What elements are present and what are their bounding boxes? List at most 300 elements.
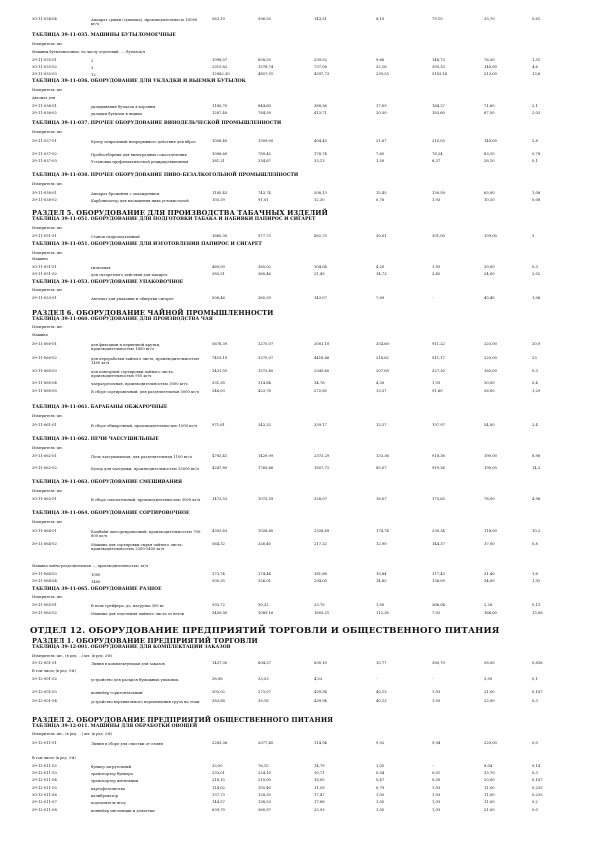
row-labor-cost: 21,49 [314, 272, 325, 276]
table-row [32, 424, 575, 432]
section-heading: РАЗДЕЛ 5. ОБОРУДОВАНИЕ ДЛЯ ПРОИЗВОДСТВА ТАБАЧНЫХ ИЗДЕЛИЙ [32, 209, 328, 217]
row-total-cost: 4783,41 [212, 454, 228, 458]
row-description: бункер загрузочный [91, 765, 132, 769]
row-labor-hours: 33,70 [484, 771, 495, 775]
row-equipment-cost: 977,73 [258, 234, 271, 238]
row-labor-cost: 19,05 [314, 778, 325, 782]
table-heading: ТАБЛИЦА 39-11-053. ОБОРУДОВАНИЕ УПАКОВОЧНОЕ [32, 280, 184, 285]
row-total-cost: 1287,40 [212, 111, 228, 115]
row-equipment-cost: 91,01 [258, 198, 269, 202]
row-machine-cost: 133,36 [376, 454, 389, 458]
row-code: 39-12-001-01 [32, 661, 57, 665]
row-labor-cost: 14,79 [314, 764, 325, 768]
row-labor-cost: 104,06 [314, 265, 327, 269]
row-machine-cost: 16,07 [376, 497, 387, 501]
row-machine-cost: 7,65 [376, 152, 385, 156]
row-equipment-cost: 1765,66 [258, 466, 274, 470]
row-labor-cost: 339,17 [314, 423, 327, 427]
row-materials-cost: 919,36 [432, 466, 445, 470]
row-machine-cost: 1,05 [376, 800, 385, 804]
row-total-cost: 1098,07 [212, 58, 228, 62]
row-description: Пробоотборник для виноградных сокоотделения [91, 153, 187, 157]
row-materials-cost: 130,59 [432, 191, 445, 195]
row-equipment-cost: 844,60 [258, 104, 271, 108]
row-equipment-cost: 1073,59 [258, 497, 274, 501]
row-equipment-cost: 1028,60 [258, 529, 274, 533]
table-row [32, 455, 575, 463]
row-machine-cost: 13,37 [376, 423, 387, 427]
row-total-cost: 3431,02 [212, 369, 228, 373]
row-labor-hours: 58,00 [484, 661, 495, 665]
subheading: В том числе (в ред. 3-й) [32, 669, 76, 673]
row-equipment-cost: 365,39 [258, 296, 271, 300]
row-labor-hours: 34,00 [484, 579, 495, 583]
row-weight: 2,4 [532, 423, 538, 427]
table-row [32, 543, 575, 551]
row-total-cost: 383,68 [212, 699, 225, 703]
table-row [32, 390, 575, 398]
row-machine-cost: 9,66 [376, 58, 385, 62]
row-labor-hours: 2,28 [484, 603, 493, 607]
table-row [32, 467, 575, 475]
row-materials-cost: 327,20 [432, 369, 445, 373]
subheading: Измеритель: шт., (в ред. ...) шт. (в ред. 3-й) [32, 732, 112, 736]
row-materials-cost: 918,38 [432, 454, 445, 458]
table-row [32, 809, 575, 817]
row-materials-cost: 1,93 [432, 808, 441, 812]
row-description: Аппарат брожения с охлаждением [91, 192, 160, 196]
subheading: Измеритель: шт. [32, 325, 64, 329]
row-labor-hours: 190,00 [484, 454, 497, 458]
row-weight: 20,9 [532, 342, 541, 346]
row-machine-cost: 1,50 [376, 159, 385, 163]
row-labor-hours: 56,00 [484, 389, 495, 393]
row-description: укладывания бутылок в корзины [91, 105, 156, 109]
row-total-cost: 1058,40 [212, 139, 228, 143]
row-labor-hours: 54,00 [484, 423, 495, 427]
table-heading: ТАБЛИЦА 39-11-051. ОБОРУДОВАНИЕ ДЛЯ ИЗГОТОВЛЕНИЯ ПАПИРОС И СИГАРЕТ [32, 242, 262, 247]
row-materials-cost: 197,97 [432, 423, 445, 427]
row-total-cost: 508,46 [212, 296, 225, 300]
row-weight: 13,06 [532, 611, 543, 615]
row-description: для переработки чайного листа, производительностью 1400 кг/ч [91, 357, 199, 366]
row-labor-hours: 54,00 [484, 272, 495, 276]
row-equipment-cost: 784,59 [258, 111, 271, 115]
table-heading: ТАБЛИЦА 39-11-060. ОБОРУДОВАНИЕ ДЛЯ ПРОИЗВОДСТВА ЧАЯ [32, 317, 213, 322]
row-code: 39-11-062-01 [32, 454, 57, 458]
row-total-cost: 381,31 [212, 159, 225, 163]
table-row [32, 370, 575, 378]
row-labor-cost: 143,07 [314, 296, 327, 300]
row-machine-cost: 10,77 [376, 661, 387, 665]
row-weight: 0,61 [532, 17, 541, 21]
row-weight: 0,3 [532, 265, 538, 269]
row-labor-cost: 1603,21 [314, 611, 330, 615]
row-materials-cost: 184,27 [432, 104, 445, 108]
row-description: Печь чаесушильная, для разделительная 1100 кг/ч [91, 455, 192, 459]
row-code: 39-11-060-03 [32, 369, 57, 373]
row-total-cost: 303,02 [212, 690, 225, 694]
table-heading: ТАБЛИЦА 39-12-011. МАШИНЫ ДЛЯ ОБРАБОТКИ ОВОЩЕЙ [32, 724, 198, 729]
row-labor-hours: 30,00 [484, 381, 495, 385]
row-total-cost: 2315,82 [212, 65, 228, 69]
row-equipment-cost: 76,15 [258, 764, 269, 768]
row-equipment-cost: 396,55 [258, 17, 271, 21]
row-machine-cost: 12,90 [376, 542, 387, 546]
row-total-cost: 5678,39 [212, 342, 228, 346]
row-labor-cost: 388,36 [314, 104, 327, 108]
row-machine-cost: 14,85 [376, 579, 387, 583]
row-labor-cost: 737,08 [314, 65, 327, 69]
row-labor-cost: 294,00 [314, 579, 327, 583]
row-code: 39-11-051-02 [32, 272, 57, 276]
row-materials-cost: 1,93 [432, 800, 441, 804]
row-materials-cost: 1,93 [432, 786, 441, 790]
subheading: Машины бутыломоечные, по числу отделений, ..., бутылок/ч [32, 50, 146, 54]
subheading: Измеритель: шт. [32, 251, 64, 255]
row-labor-hours: 65,00 [484, 191, 495, 195]
row-equipment-cost: 1578,74 [258, 65, 274, 69]
row-labor-cost: 25,93 [314, 808, 325, 812]
row-weight: 13,6 [532, 72, 541, 76]
row-labor-cost: 4,53 [314, 677, 323, 681]
row-equipment-cost: 2077,40 [258, 741, 274, 745]
row-description: Установка профилактической рециркуляционная [91, 160, 189, 164]
row-code: 39-11-063-01 [32, 497, 57, 501]
row-weight: 0,13 [532, 603, 541, 607]
row-code: 39-11-060-04 [32, 381, 57, 385]
table-heading: ТАБЛИЦА 39-11-064. ОБОРУДОВАНИЕ СОРТИРОВОЧНОЕ [32, 511, 190, 516]
row-machine-cost: 354,60 [376, 342, 389, 346]
row-labor-hours: 76,30 [484, 58, 495, 62]
row-labor-cost: 439,94 [314, 699, 327, 703]
row-description: для сигаретного действия для папирос [91, 273, 168, 277]
row-description: Карбонизатор для насыщения пива углекислотой [91, 199, 189, 203]
row-weight: 1,29 [532, 389, 541, 393]
row-total-cost: 1185,70 [212, 104, 228, 108]
row-labor-cost: 830,10 [314, 661, 327, 665]
row-code: 39-11-037-01 [32, 139, 57, 143]
subheading: Машина [32, 333, 48, 337]
row-code: 39-12-011-04 [32, 778, 57, 782]
row-description: устройство вертикального перемещения груза на этаж [91, 700, 200, 704]
row-description: Комбайн чаесортировочный, производительностью 700-800 кг/ч [91, 530, 202, 539]
table-heading: ТАБЛИЦА 39-11-038. ПРОЧЕЕ ОБОРУДОВАНИЕ ПИВО-БЕЗАЛКОГОЛЬНОЙ ПРОМЫШЛЕННОСТИ [32, 173, 299, 178]
table-row [32, 357, 575, 365]
row-labor-hours: 513,00 [484, 72, 497, 76]
row-materials-cost: 1,93 [432, 793, 441, 797]
row-total-cost: 393,72 [212, 603, 225, 607]
row-labor-hours: 140,00 [484, 65, 497, 69]
row-weight: 0,0 [532, 741, 538, 745]
row-code: 39-11-065-01 [32, 603, 57, 607]
row-total-cost: 385,51 [212, 272, 225, 276]
row-machine-cost: 7,69 [376, 296, 385, 300]
row-materials-cost: 148,73 [432, 58, 445, 62]
row-weight: 9,3 [532, 369, 538, 373]
row-equipment-cost: 3275,07 [258, 342, 274, 346]
row-total-cost: 2283,36 [212, 741, 228, 745]
row-equipment-cost: 360,46 [258, 272, 271, 276]
row-weight: 0,187 [532, 778, 543, 782]
row-machine-cost: 174,74 [376, 529, 389, 533]
row-equipment-cost: 210,00 [258, 778, 271, 782]
row-total-cost: 7410,10 [212, 356, 228, 360]
table-row [32, 297, 575, 305]
row-machine-cost: 218,62 [376, 356, 389, 360]
table-heading: ТАБЛИЦА 39-11-051. ОБОРУДОВАНИЕ ДЛЯ ПОДГОТОВКИ ТАБАКА И НАБИВКИ ПАПИРОС И СИГАРЕТ [32, 217, 316, 222]
row-materials-cost: 3,45 [432, 272, 441, 276]
row-description: калиброватор [91, 794, 118, 798]
row-machine-cost: 10,84 [376, 572, 387, 576]
row-weight: 0,78 [532, 152, 541, 156]
department-heading: ОТДЕЛ 12. ОБОРУДОВАНИЕ ПРЕДПРИЯТИЙ ТОРГОВЛИ И ОБЩЕСТВЕННОГО ПИТАНИЯ [30, 626, 500, 636]
row-materials-cost: 9,94 [432, 741, 441, 745]
row-description: 1000 [91, 573, 101, 577]
row-description: Кулер для чаесушки, производительностью 25000 кг/ч [91, 467, 199, 471]
row-weight: 2,1 [532, 104, 538, 108]
row-description: транспортер бункера [91, 772, 133, 776]
row-labor-cost: 178,74 [314, 152, 327, 156]
row-weight: 0,235 [532, 793, 543, 797]
row-description: гильзовая [91, 266, 111, 270]
table-row [32, 662, 575, 670]
row-equipment-cost: 423,78 [258, 389, 271, 393]
row-code: 39-11-038-02 [32, 198, 57, 202]
row-equipment-cost: 4857,01 [258, 72, 274, 76]
row-materials-cost: 183,60 [432, 111, 445, 115]
row-machine-cost: 20,50 [376, 111, 387, 115]
row-machine-cost: 239,53 [376, 72, 389, 76]
row-equipment-cost: 30,32 [258, 603, 269, 607]
row-materials-cost: 144,37 [432, 542, 445, 546]
row-labor-cost: 208,13 [314, 191, 327, 195]
row-labor-cost: 1857,71 [314, 466, 330, 470]
row-equipment-cost: 326,40 [258, 542, 271, 546]
row-weight: 0,0 [532, 808, 538, 812]
row-labor-hours: 225,00 [484, 356, 497, 360]
row-code: 39-11-060-05 [32, 389, 57, 393]
row-labor-cost: 143,51 [314, 17, 327, 21]
row-code: 39-11-062-02 [32, 466, 57, 470]
row-total-cost: 971,61 [212, 423, 225, 427]
row-labor-cost: 404,43 [314, 139, 327, 143]
row-materials-cost: 380,70 [432, 661, 445, 665]
row-code: 39-11-051-01 [32, 265, 57, 269]
row-labor-cost: 33,13 [314, 159, 325, 163]
row-equipment-cost: 33,53 [258, 677, 269, 681]
row-labor-cost: 2343,60 [314, 369, 330, 373]
section-heading: РАЗДЕЛ 6. ОБОРУДОВАНИЕ ЧАЙНОЙ ПРОМЫШЛЕННОСТИ [32, 309, 274, 317]
row-materials-cost: - [432, 296, 434, 300]
row-total-cost: 1473,53 [212, 497, 228, 501]
row-labor-hours: 83,10 [484, 152, 495, 156]
row-machine-cost: 1,05 [376, 793, 385, 797]
row-materials-cost: 911,22 [432, 342, 445, 346]
row-labor-hours: 37,00 [484, 542, 495, 546]
row-code: 39-11-037-02 [32, 152, 57, 156]
subheading: Измеритель: шт., (в ред. ...) шт. (в ред. 3-й) [32, 654, 112, 658]
row-labor-cost: 11,59 [314, 786, 325, 790]
table-row [32, 678, 575, 686]
row-labor-hours: 39,00 [484, 265, 495, 269]
row-labor-hours: 225,00 [484, 741, 497, 745]
row-materials-cost: 7,02 [432, 611, 441, 615]
row-total-cost: 33,50 [212, 764, 223, 768]
row-weight: 0,3 [532, 771, 538, 775]
row-machine-cost: 8,10 [376, 17, 385, 21]
row-description: В сборе смесительный, производительностью 3000 кг/ч [91, 498, 201, 502]
row-weight: 8,98 [532, 454, 541, 458]
row-description: Линия в сборе для очистки от семян [91, 742, 164, 746]
row-weight: 23 [532, 356, 537, 360]
row-total-cost: 373,74 [212, 572, 225, 576]
row-code: 39-12-011-05 [32, 786, 57, 790]
row-equipment-cost: 3275,07 [258, 356, 274, 360]
row-materials-cost: 911,17 [432, 356, 445, 360]
row-labor-cost: 217,22 [314, 542, 327, 546]
row-equipment-cost: 365,02 [258, 265, 271, 269]
row-materials-cost: 1,93 [432, 381, 441, 385]
row-weight: 1,92 [532, 579, 541, 583]
row-machine-cost: 21,67 [376, 139, 387, 143]
row-machine-cost: 30,01 [376, 234, 387, 238]
row-machine-cost: 17,09 [376, 104, 387, 108]
table-row [32, 140, 575, 148]
subheading: Измеритель: шт. [32, 489, 64, 493]
row-equipment-cost: 128,35 [258, 793, 271, 797]
row-materials-cost: 230,34 [432, 529, 445, 533]
row-code: 39-12-011-01 [32, 741, 57, 745]
row-description: В сборе обжарочный, производительностью 1000 кг/ч [91, 424, 198, 428]
row-code: 39-11-065-02 [32, 611, 57, 615]
row-labor-hours: 33,70 [484, 17, 495, 21]
table-heading: ТАБЛИЦА 39-11-065. ОБОРУДОВАНИЕ РАЗНОЕ [32, 587, 162, 592]
row-description: картофелечистка [91, 787, 126, 791]
row-equipment-cost: 105,40 [258, 786, 271, 790]
row-weight: 0,08 [532, 198, 541, 202]
row-equipment-cost: 1429,99 [258, 454, 274, 458]
row-machine-cost: 40,13 [376, 690, 387, 694]
row-total-cost: 500,35 [212, 579, 225, 583]
row-description: Кулер спиралевый непрерывного действия для вброс [91, 140, 196, 144]
row-labor-cost: 328,07 [314, 497, 327, 501]
subheading: Измеритель: шт. [32, 288, 64, 292]
row-code: 39-11-036-01 [32, 104, 57, 108]
row-code: 39-11-064-01 [32, 529, 57, 533]
row-labor-cost: 2003,10 [314, 342, 330, 346]
row-code: 39-11-038-01 [32, 191, 57, 195]
row-total-cost: 469,50 [212, 265, 225, 269]
table-heading: ТАБЛИЦА 39-11-036. ОБОРУДОВАНИЕ ДЛЯ УКЛАДКИ И ВЫЕМКИ БУТЫЛОК [32, 79, 246, 84]
table-heading: ТАБЛИЦА 39-11-061. БАРАБАНЫ ОБЖАРОЧНЫЕ [32, 405, 168, 410]
row-labor-hours: 51,00 [484, 808, 495, 812]
row-description: Автомат для упаковки и обвертки сигарет [91, 297, 174, 301]
row-total-cost: 114,02 [212, 786, 225, 790]
table-row [32, 199, 575, 207]
table-row [32, 18, 575, 26]
row-code: 39-11-064-04 [32, 579, 57, 583]
table-heading: ТАБЛИЦА 39-11-035. МАШИНЫ БУТЫЛОМОЕЧНЫЕ [32, 33, 176, 38]
row-description: чаеразрезочная, производительностью 3000 кг/ч [91, 382, 188, 386]
table-row [32, 742, 575, 750]
row-labor-hours: 22,00 [484, 699, 495, 703]
table-row [32, 343, 575, 351]
row-weight: 0,187 [532, 690, 543, 694]
row-labor-hours: 3,50 [484, 677, 493, 681]
row-machine-cost: 207,69 [376, 369, 389, 373]
row-weight: 0,838 [532, 661, 543, 665]
row-weight: 0,3 [532, 699, 538, 703]
row-equipment-cost: 604,57 [258, 661, 271, 665]
row-weight: 0,1 [532, 677, 538, 681]
subheading: Измеритель: шт. [32, 414, 64, 418]
table-row [32, 691, 575, 699]
table-row [32, 700, 575, 708]
row-machine-cost: - [376, 677, 378, 681]
row-weight: 0,2 [532, 800, 538, 804]
row-description: В сборе сортировочный, для разделительная 3000 кг/ч [91, 390, 199, 394]
row-labor-hours: 11,00 [484, 786, 495, 790]
row-materials-cost: 175,63 [432, 497, 445, 501]
row-machine-cost: 1,05 [376, 808, 385, 812]
row-labor-cost: 4418,66 [314, 356, 330, 360]
row-machine-cost: 0,47 [376, 778, 385, 782]
row-weight: 4,98 [532, 497, 541, 501]
row-labor-cost: 34,76 [314, 381, 325, 385]
row-total-cost: 233,01 [212, 771, 225, 775]
row-labor-hours: 67,50 [484, 111, 495, 115]
row-machine-cost: 4,20 [376, 265, 385, 269]
subheading: Измеритель: шт. [32, 595, 64, 599]
row-code: 39-11-060-02 [32, 356, 57, 360]
subheading: Автомат для [32, 96, 56, 100]
row-machine-cost: 0,79 [376, 786, 385, 790]
row-code: 39-11-060-01 [32, 342, 57, 346]
row-materials-cost: 1,95 [432, 265, 441, 269]
row-total-cost: 564,32 [212, 542, 225, 546]
row-total-cost: 3450,00 [212, 611, 228, 615]
row-labor-hours: 78,00 [484, 497, 495, 501]
row-total-cost: 4247,89 [212, 466, 228, 470]
row-weight: 2,02 [532, 272, 541, 276]
row-equipment-cost: 743,74 [258, 191, 271, 195]
row-description: конвейер горизонтальный [91, 691, 143, 695]
row-labor-cost: 17,47 [314, 793, 325, 797]
subheading: Измеритель: шт. [32, 226, 64, 230]
row-code: 39-11-037-03 [32, 159, 57, 163]
row-total-cost: 1006,60 [212, 152, 228, 156]
row-description: подтопитель ягод [91, 801, 126, 805]
row-code: 39-12-011-02 [32, 764, 57, 768]
row-description: 12 [91, 73, 96, 77]
row-machine-cost: 112,30 [376, 611, 389, 615]
row-machine-cost: 14,73 [376, 272, 387, 276]
row-equipment-cost: 138,53 [258, 800, 271, 804]
section-heading: РАЗДЕЛ 1. ОБОРУДОВАНИЕ ПРЕДПРИЯТИЙ ТОРГОВЛИ [32, 637, 258, 645]
row-materials-cost: 78,24 [432, 152, 443, 156]
row-code: 39-11-036-02 [32, 111, 57, 115]
row-labor-cost: 2328,69 [314, 529, 330, 533]
row-code: 39-11-064-03 [32, 572, 57, 576]
row-total-cost: 563,10 [212, 17, 225, 21]
row-labor-cost: 12,30 [314, 198, 325, 202]
row-code: 39-12-011-07 [32, 800, 57, 804]
row-code: 39-12-001-02 [32, 677, 57, 681]
row-code: 39-11-035-03 [32, 72, 57, 76]
row-equipment-cost: 1573,40 [258, 369, 274, 373]
row-total-cost: 1660,30 [212, 234, 228, 238]
